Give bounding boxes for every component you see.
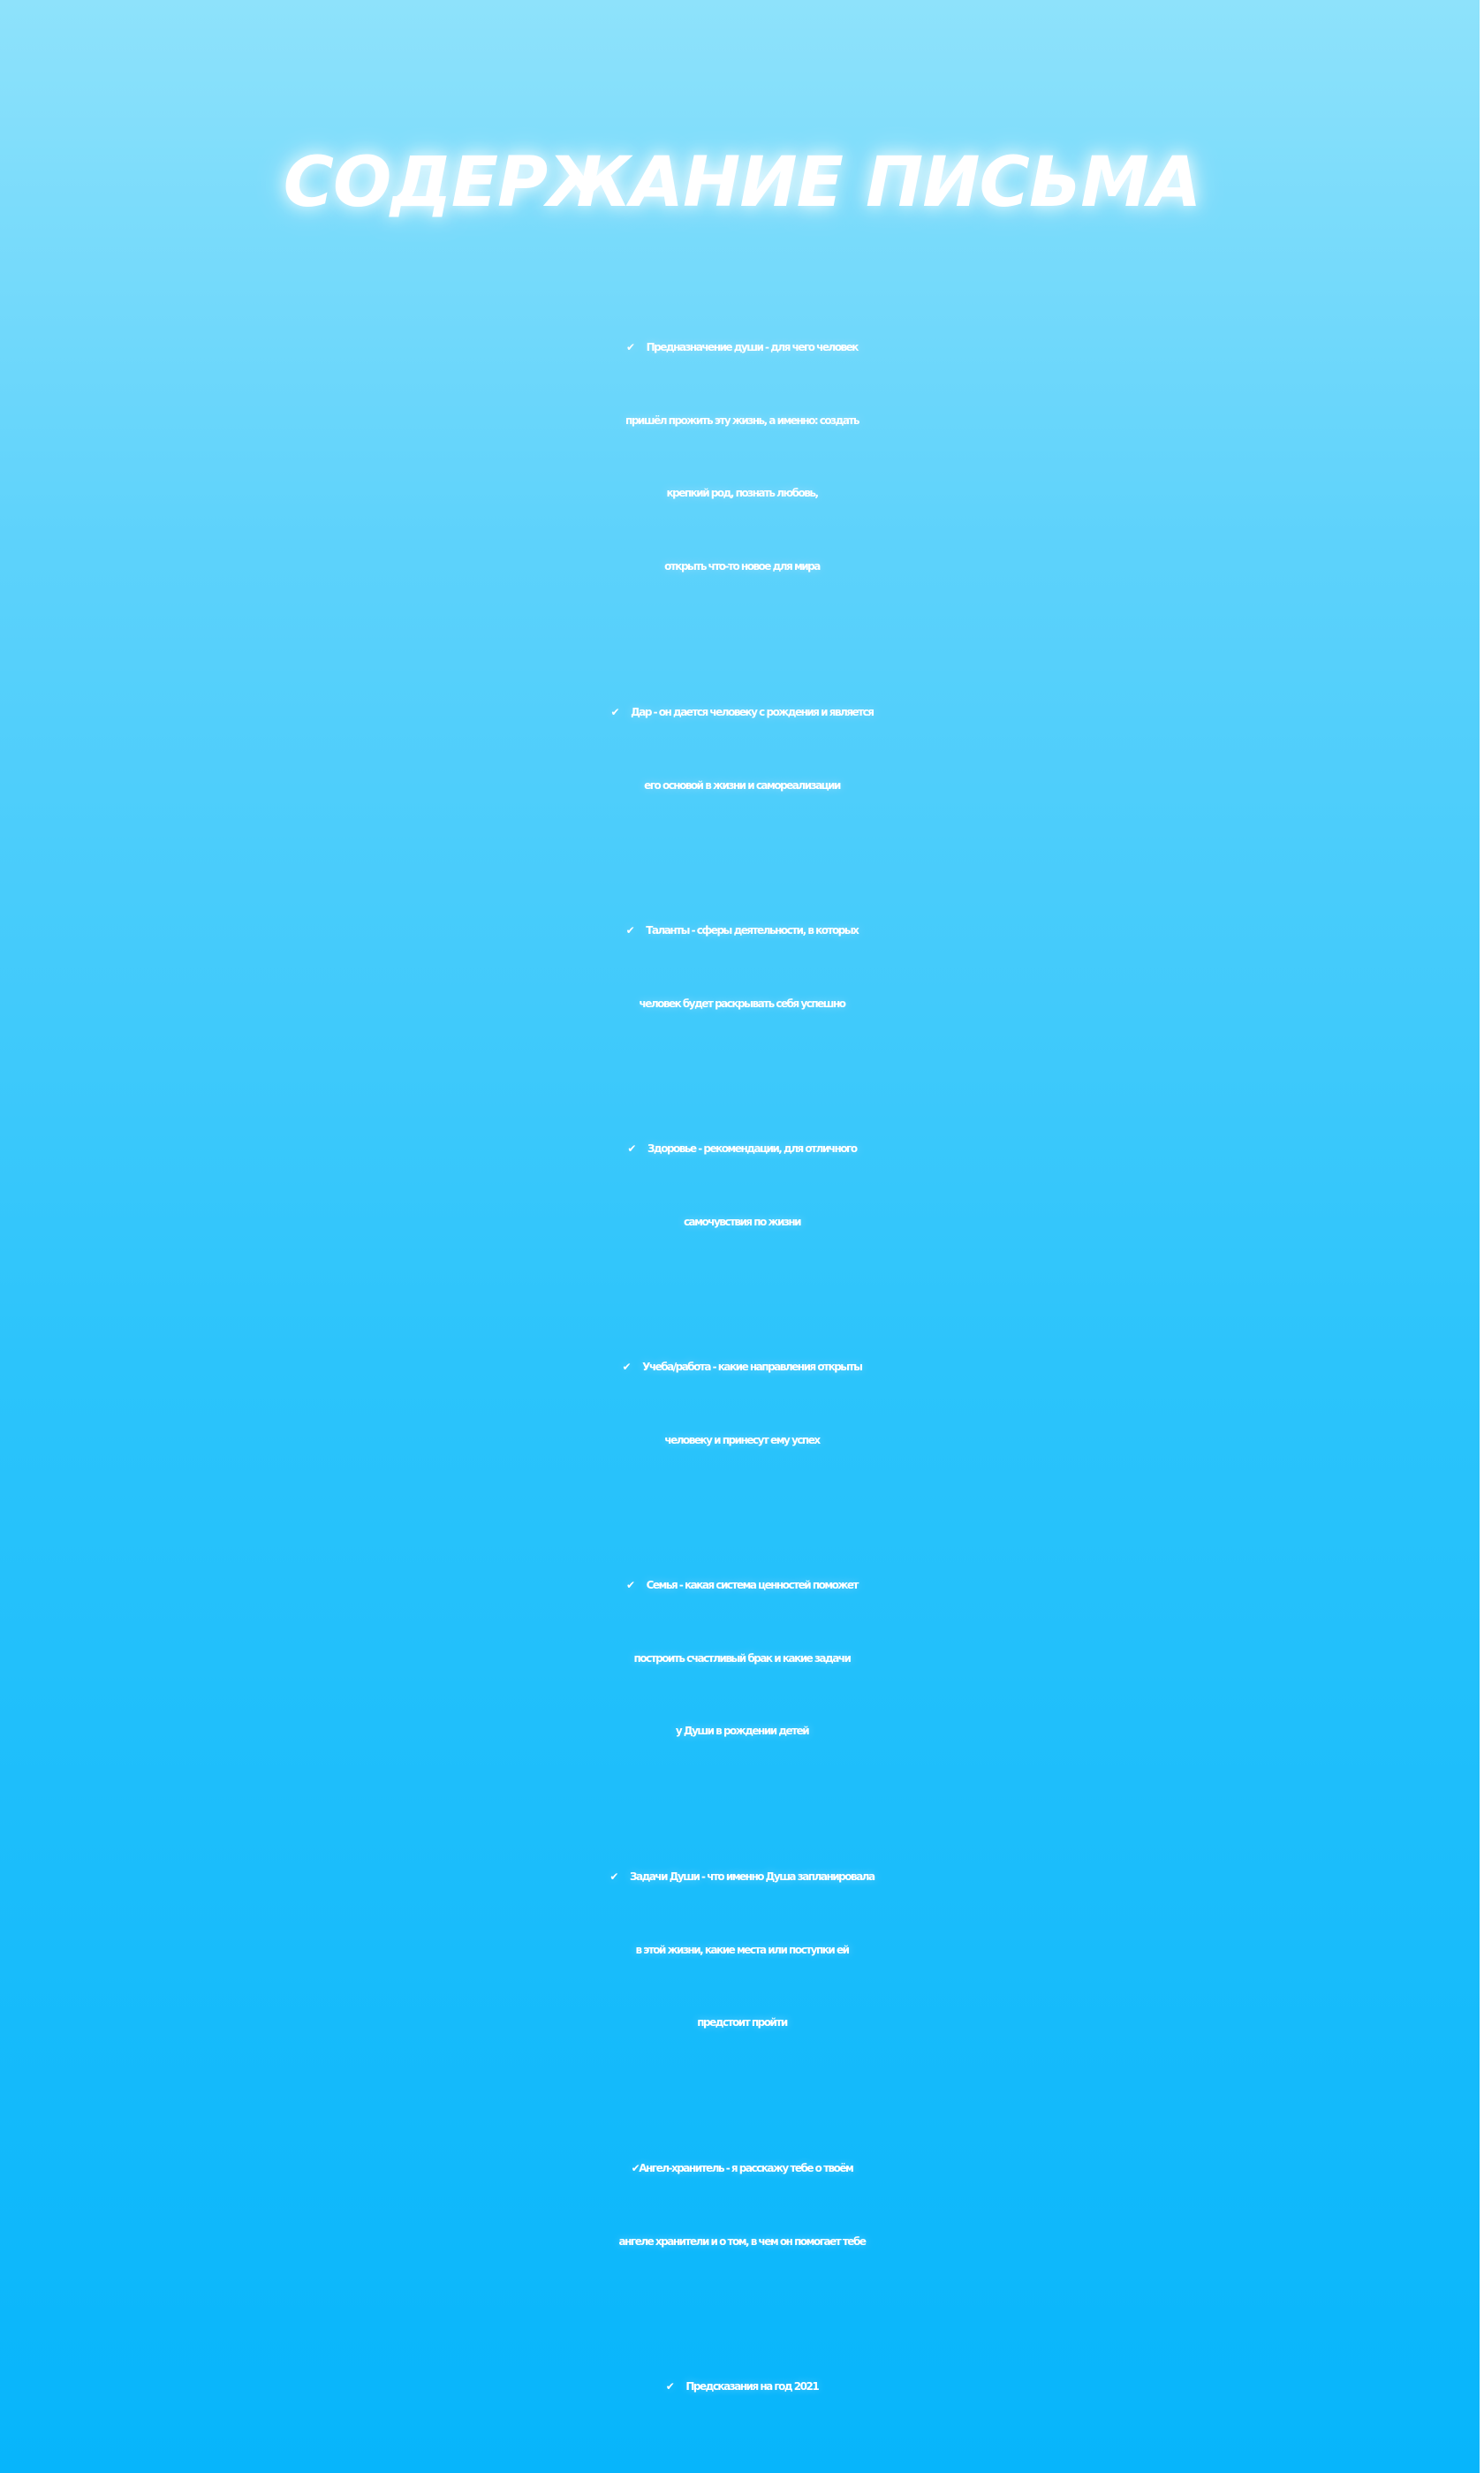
item-line: человек будет раскрывать себя успешно: [639, 997, 845, 1010]
item-line: ✔ Предсказания на год 2021: [665, 2380, 819, 2393]
content-item-health: [0, 1112, 1484, 1258]
check-mark-icon: ✔: [622, 1361, 631, 1373]
item-line: самочувствия по жизни: [683, 1215, 801, 1228]
check-mark-icon: ✔: [626, 341, 634, 353]
item-line: его основой в жизни и самореализации: [644, 778, 840, 792]
item-line: пришёл прожить эту жизнь, а именно: создать: [625, 413, 859, 427]
item-line: у Души в рождении детей: [675, 1725, 809, 1737]
content-item-predictions: [0, 2350, 1484, 2424]
check-mark-icon: ✔: [631, 2162, 640, 2174]
item-line: ✔ Таланты - сферы деятельности, в которых: [625, 924, 859, 937]
check-mark-icon: ✔: [625, 924, 634, 937]
item-line: предстоит пройти: [697, 2016, 787, 2029]
check-mark-icon: ✔: [610, 1870, 617, 1883]
check-mark-icon: ✔: [626, 1579, 634, 1591]
item-line: ✔ Дар - он дается человеку с рождения и является: [610, 706, 874, 718]
content-item-family: [0, 1549, 1484, 1768]
item-line: крепкий род, познать любовь,: [666, 487, 818, 499]
check-mark-icon: ✔: [610, 706, 619, 718]
item-line: человеку и принесут ему успех: [664, 1433, 820, 1446]
item-line: ангеле хранители и о том, в чем он помогает тебе: [618, 2234, 866, 2248]
item-line: ✔Ангел-хранитель - я расскажу тебе о твоём: [631, 2162, 853, 2174]
content-item-gift: [0, 676, 1484, 822]
content-item-guardian-angel: [0, 2132, 1484, 2278]
item-line: в этой жизни, какие места или поступки ей: [635, 1943, 849, 1956]
item-line: ✔ Семья - какая система ценностей поможет: [626, 1579, 858, 1591]
check-mark-icon: ✔: [665, 2380, 674, 2393]
page-title: СОДЕРЖАНИЕ ПИСЬМА: [283, 143, 1201, 223]
item-line: ✔ Учеба/работа - какие направления открыты: [622, 1361, 862, 1373]
item-line: ✔ Предназначение души - для чего человек: [626, 341, 858, 353]
item-line: ✔ Задачи Души - что именно Душа запланировала: [610, 1870, 874, 1883]
content-item-talents: [0, 894, 1484, 1040]
item-line: открыть что-то новое для мира: [664, 559, 820, 573]
item-line: построить счастливый брак и какие задачи: [633, 1651, 851, 1665]
check-mark-icon: ✔: [627, 1142, 635, 1155]
item-line: ✔ Здоровье - рекомендации, для отличного: [627, 1142, 857, 1155]
content-item-soul-purpose: [0, 311, 1484, 603]
content-item-study-work: [0, 1331, 1484, 1476]
content-item-soul-tasks: [0, 1840, 1484, 2060]
